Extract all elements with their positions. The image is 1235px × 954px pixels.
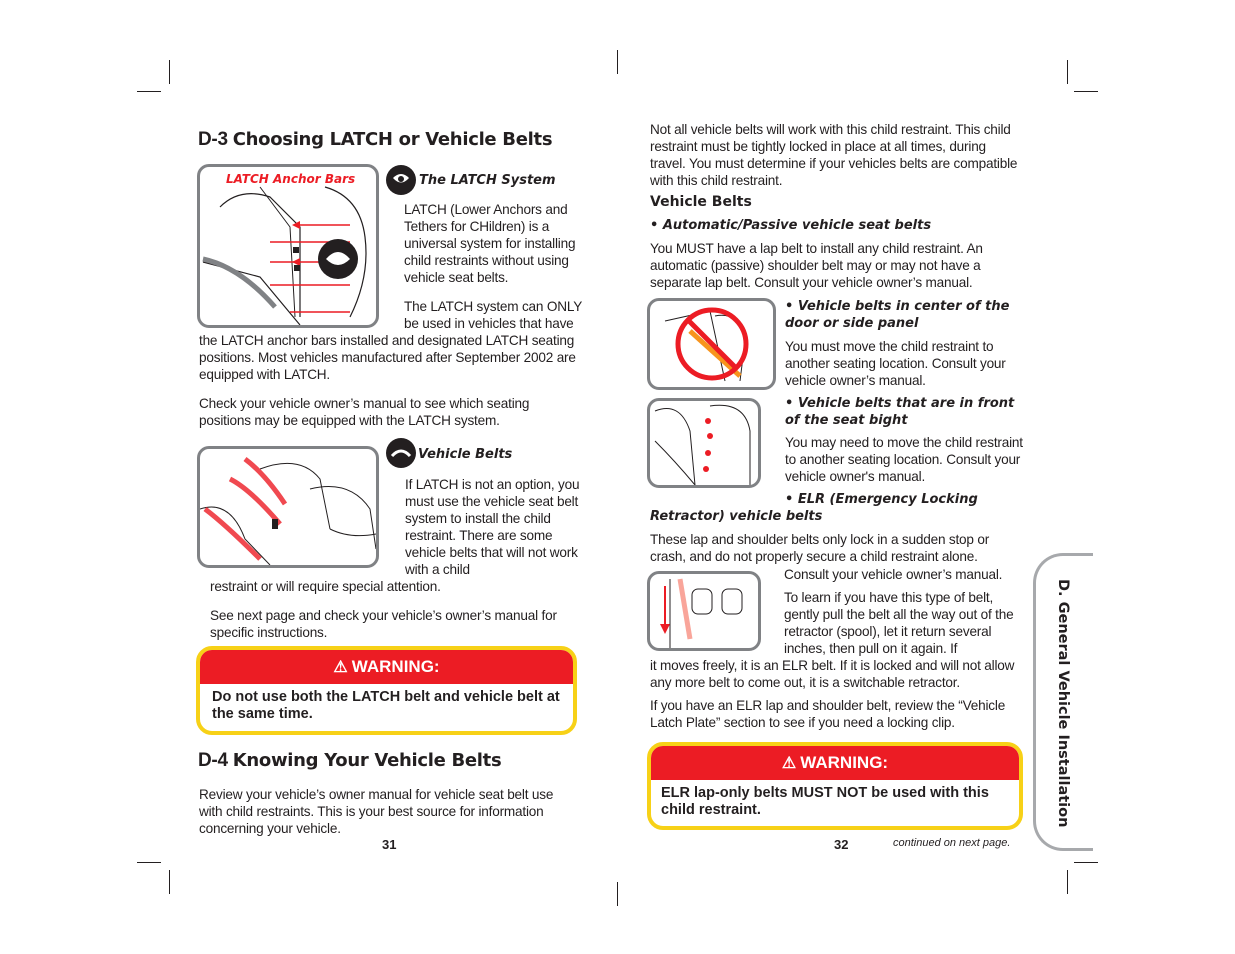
latch-system-icon (386, 165, 416, 195)
retractor-illustration (647, 571, 761, 651)
vehicle-belts-heading: Vehicle Belts (650, 194, 752, 210)
no-door-belt-drawing (650, 301, 773, 387)
door-belt-illustration (647, 298, 776, 390)
elr-para2b: it moves freely, it is an ELR belt. If it is locked and will not allow any more belt to come out, it is a switchable retractor. (650, 658, 1015, 690)
latch-para2a: The LATCH system can ONLY be used in vehicles that have (404, 299, 582, 331)
warning-label: WARNING: (800, 753, 889, 772)
d3-title: Choosing LATCH or Vehicle Belts (232, 129, 553, 150)
warning-text: ELR lap-only belts MUST NOT be used with this child restraint. (661, 785, 989, 818)
center-belts-title: • Vehicle belts in center of the door or side panel (785, 299, 1010, 331)
continued-note: continued on next page. (893, 837, 1011, 849)
latch-system-title: The LATCH System (419, 173, 556, 188)
vehicle-belts-title: Vehicle Belts (418, 447, 513, 462)
latch-warning-box (196, 646, 577, 735)
elr-para3: If you have an ELR lap and shoulder belt, review the “Vehicle Latch Plate” section to see if you need a locking clip. (650, 698, 1006, 730)
center-belts-para: You must move the child restraint to another seating location. Consult your vehicle owner’s manual. (785, 339, 1006, 388)
front-belts-para: You may need to move the child restraint to another seating location. Consult your vehicle owner's manual. (785, 435, 1023, 484)
crop-mark (137, 91, 161, 92)
vb-para2: See next page and check your vehicle’s owner’s manual for specific instructions. (210, 608, 557, 640)
vb-para1a: If LATCH is not an option, you must use the vehicle seat belt system to install the child restraint. There are some vehicle belts that will not work with a child (405, 477, 580, 577)
crop-mark (1067, 60, 1068, 84)
elr-para1b: Consult your vehicle owner’s manual. (784, 567, 1003, 582)
d4-heading (198, 750, 501, 772)
page-number-left: 31 (382, 837, 397, 852)
crop-mark (169, 870, 170, 894)
front-belts-title: • Vehicle belts that are in front of the seat bight (785, 396, 1015, 428)
crop-mark (1074, 91, 1098, 92)
latch-anchor-illustration (197, 164, 379, 328)
warning-text: Do not use both the LATCH belt and vehicle belt at the same time. (212, 689, 560, 722)
latch-para1: LATCH (Lower Anchors and Tethers for CHildren) is a universal system for installing child restraints without using vehicle seat belts. (404, 202, 576, 285)
vb-para1b: restraint or will require special attention. (210, 579, 441, 594)
crop-mark (617, 50, 618, 74)
vehicle-belt-drawing (200, 449, 376, 565)
d3-heading (198, 129, 552, 151)
warning-header (200, 650, 573, 684)
warning-icon: ⚠ (333, 659, 348, 676)
crop-mark (617, 882, 618, 906)
latch-anchor-label: LATCH Anchor Bars (226, 172, 356, 186)
d4-title: Knowing Your Vehicle Belts (232, 750, 502, 771)
latch-para2b: the LATCH anchor bars installed and designated LATCH seating positions. Most vehicles manufactured after September 2002 are equipped with LATCH. (199, 333, 576, 382)
elr-para2a: To learn if you have this type of belt, gently pull the belt all the way out of the retractor (spool), let it return several inches, then pull on it again. If (784, 590, 1014, 656)
warning-header (651, 746, 1019, 780)
elr-para1a: These lap and shoulder belts only lock in a sudden stop or crash, and do not properly secure a child restraint alone. (650, 532, 990, 564)
seat-bight-illustration (647, 398, 761, 488)
side-tab-label: D. General Vehicle Installation (1055, 578, 1071, 828)
latch-seat-drawing (200, 167, 376, 325)
auto-belts-para: You MUST have a lap belt to install any child restraint. An automatic (passive) shoulder belt may or may not have a separate lap belt. Consult your vehicle owner’s manual. (650, 241, 983, 290)
elr-title-b: Retractor) vehicle belts (650, 509, 823, 524)
crop-mark (137, 862, 161, 863)
elr-title-a: • ELR (Emergency Locking (785, 492, 978, 507)
retractor-drawing (650, 574, 758, 648)
d4-code: D-4 (198, 750, 228, 771)
crop-mark (1074, 862, 1098, 863)
seat-bight-drawing (650, 401, 758, 485)
page-number-right: 32 (834, 837, 849, 852)
latch-para3: Check your vehicle owner’s manual to see which seating positions may be equipped with the LATCH system. (199, 396, 530, 428)
elr-warning-box (647, 742, 1023, 830)
d3-code: D-3 (198, 129, 228, 150)
warning-icon: ⚠ (781, 755, 797, 772)
vehicle-belts-icon (386, 438, 416, 468)
intro-para: Not all vehicle belts will work with this child restraint. This child restraint must be tightly locked in place at all times, during travel. You must determine if your vehicles belts are compatible with this child restraint. (650, 122, 1018, 188)
crop-mark (1067, 870, 1068, 894)
d4-para: Review your vehicle’s owner manual for vehicle seat belt use with child restraints. This is your best source for information concerning your vehicle. (199, 787, 554, 836)
vehicle-belts-illustration (197, 446, 379, 568)
crop-mark (169, 60, 170, 84)
auto-belts-title: • Automatic/Passive vehicle seat belts (650, 218, 932, 233)
warning-label: WARNING: (351, 657, 440, 676)
